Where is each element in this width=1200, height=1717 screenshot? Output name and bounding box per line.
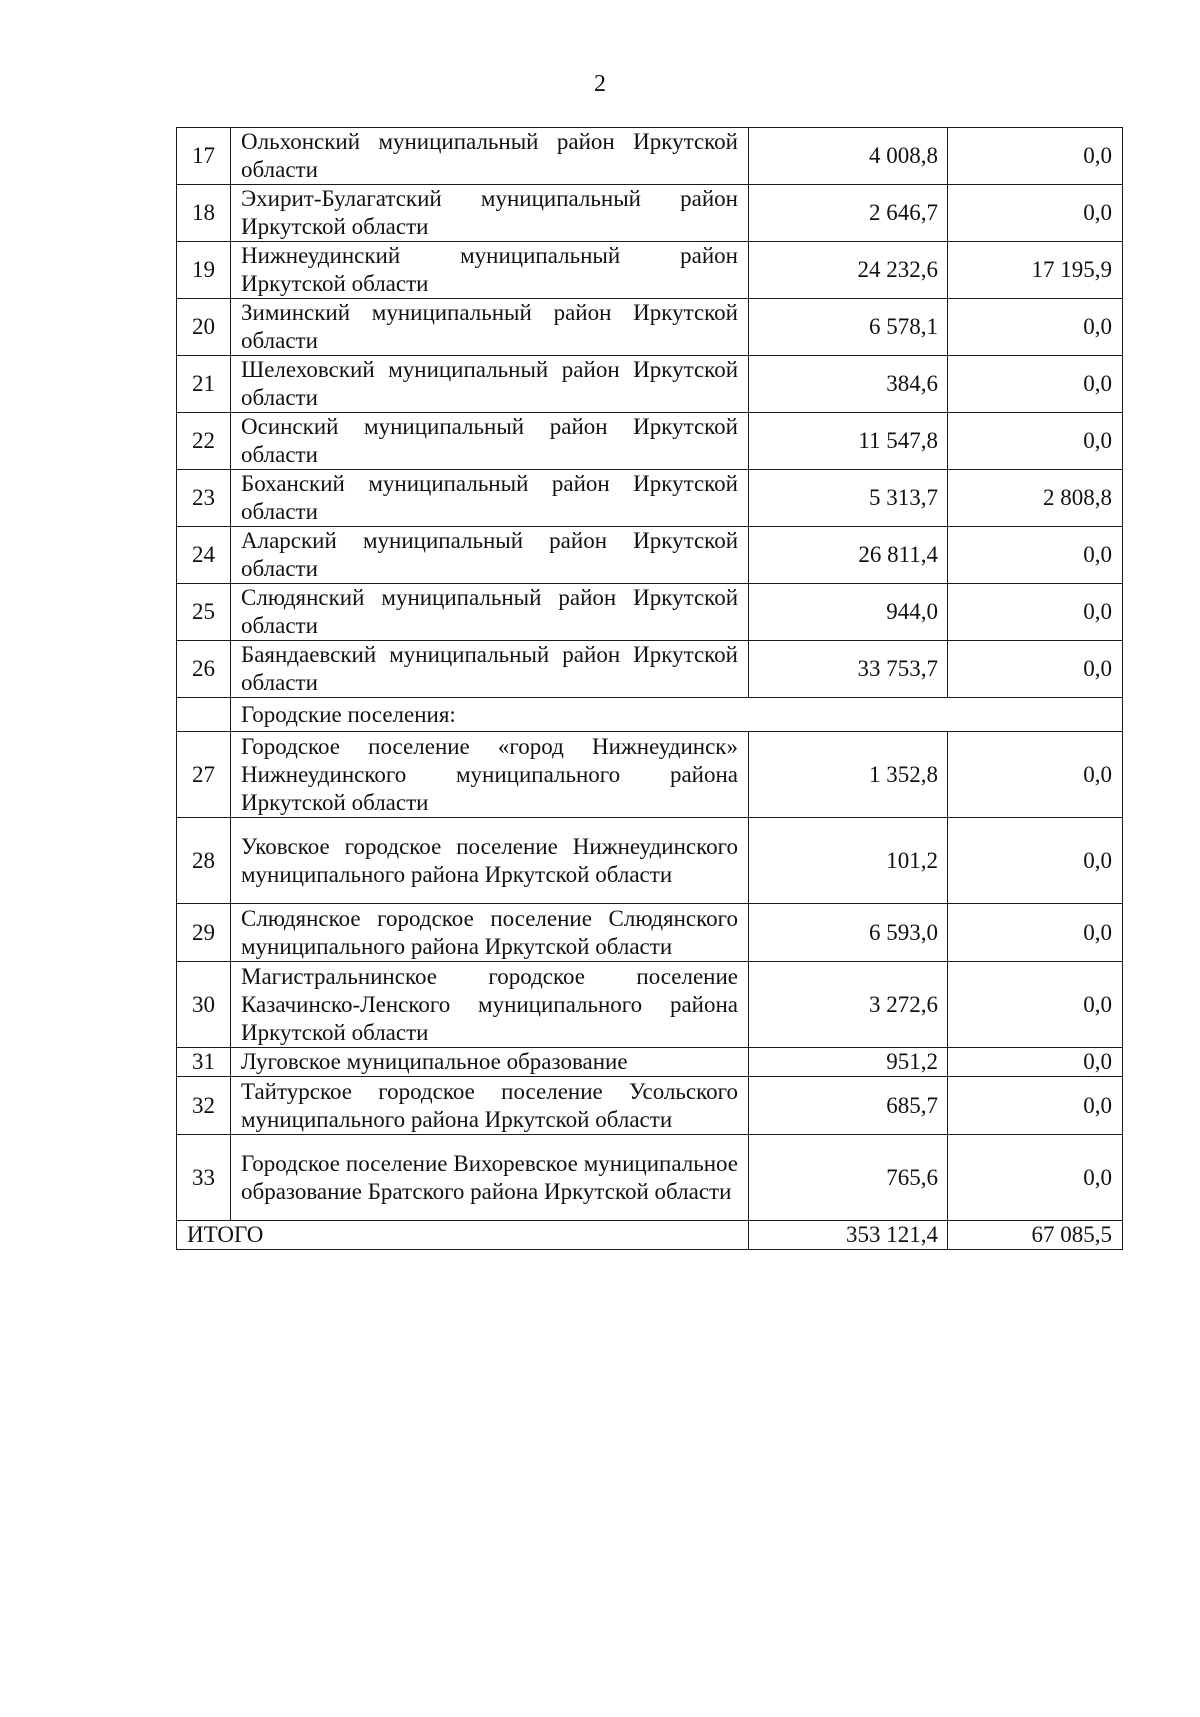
- row-number: 18: [177, 185, 231, 242]
- row-number: 25: [177, 584, 231, 641]
- amount-total: 11 547,8: [749, 413, 948, 470]
- empty-cell: [177, 698, 231, 732]
- amount-total: 24 232,6: [749, 242, 948, 299]
- municipality-name: Баяндаевский муниципальный район Иркутской области: [231, 641, 749, 698]
- municipality-name: Городское поселение Вихоревское муниципальное образование Братского района Иркутской области: [231, 1135, 749, 1221]
- section-heading: Городские поселения:: [231, 698, 1123, 732]
- page-number: 2: [594, 71, 606, 97]
- table-row: [177, 641, 1123, 698]
- municipality-name: Луговское муниципальное образование: [231, 1048, 749, 1077]
- amount-second: 0,0: [948, 356, 1123, 413]
- amount-total: 6 578,1: [749, 299, 948, 356]
- table-row: [177, 962, 1123, 1048]
- municipality-name: Слюдянский муниципальный район Иркутской области: [231, 584, 749, 641]
- amount-total: 2 646,7: [749, 185, 948, 242]
- amount-total: 33 753,7: [749, 641, 948, 698]
- municipality-name: Слюдянское городское поселение Слюдянского муниципального района Иркутской области: [231, 904, 749, 962]
- municipality-name: Аларский муниципальный район Иркутской области: [231, 527, 749, 584]
- municipality-name: Магистральнинское городское поселение Казачинско-Ленского муниципального района Иркутской области: [231, 962, 749, 1048]
- amount-total: 384,6: [749, 356, 948, 413]
- row-number: 23: [177, 470, 231, 527]
- table-row: [177, 527, 1123, 584]
- table-row: [177, 242, 1123, 299]
- table-row: [177, 185, 1123, 242]
- amount-total: 6 593,0: [749, 904, 948, 962]
- table-row: [177, 1077, 1123, 1135]
- total-amount-second: 67 085,5: [948, 1221, 1123, 1250]
- amount-total: 4 008,8: [749, 128, 948, 185]
- municipality-name: Ольхонский муниципальный район Иркутской области: [231, 128, 749, 185]
- amount-second: 0,0: [948, 818, 1123, 904]
- amount-total: 101,2: [749, 818, 948, 904]
- allocation-table: [176, 127, 1123, 1250]
- table-row: [177, 1048, 1123, 1077]
- municipality-name: Зиминский муниципальный район Иркутской области: [231, 299, 749, 356]
- table-row: [177, 584, 1123, 641]
- row-number: 33: [177, 1135, 231, 1221]
- row-number: 27: [177, 732, 231, 818]
- row-number: 20: [177, 299, 231, 356]
- row-number: 17: [177, 128, 231, 185]
- table-row: [177, 413, 1123, 470]
- total-row: [177, 1221, 1123, 1250]
- table-row: [177, 128, 1123, 185]
- municipality-name: Тайтурское городское поселение Усольского муниципального района Иркутской области: [231, 1077, 749, 1135]
- table-row: [177, 299, 1123, 356]
- amount-second: 0,0: [948, 1048, 1123, 1077]
- row-number: 21: [177, 356, 231, 413]
- municipality-name: Эхирит-Булагатский муниципальный район Иркутской области: [231, 185, 749, 242]
- amount-second: 0,0: [948, 128, 1123, 185]
- row-number: 28: [177, 818, 231, 904]
- row-number: 22: [177, 413, 231, 470]
- amount-total: 3 272,6: [749, 962, 948, 1048]
- amount-second: 0,0: [948, 962, 1123, 1048]
- amount-second: 0,0: [948, 527, 1123, 584]
- amount-total: 26 811,4: [749, 527, 948, 584]
- row-number: 29: [177, 904, 231, 962]
- municipality-name: Осинский муниципальный район Иркутской области: [231, 413, 749, 470]
- amount-second: 0,0: [948, 732, 1123, 818]
- section-row: [177, 698, 1123, 732]
- row-number: 19: [177, 242, 231, 299]
- amount-second: 0,0: [948, 584, 1123, 641]
- amount-total: 951,2: [749, 1048, 948, 1077]
- amount-second: 17 195,9: [948, 242, 1123, 299]
- table-row: [177, 470, 1123, 527]
- municipality-name: Городское поселение «город Нижнеудинск» Нижнеудинского муниципального района Иркутской области: [231, 732, 749, 818]
- amount-second: 0,0: [948, 1135, 1123, 1221]
- municipality-name: Боханский муниципальный район Иркутской области: [231, 470, 749, 527]
- amount-second: 0,0: [948, 299, 1123, 356]
- amount-total: 765,6: [749, 1135, 948, 1221]
- row-number: 24: [177, 527, 231, 584]
- table-row: [177, 904, 1123, 962]
- amount-total: 944,0: [749, 584, 948, 641]
- amount-second: 0,0: [948, 904, 1123, 962]
- row-number: 30: [177, 962, 231, 1048]
- table-row: [177, 1135, 1123, 1221]
- municipality-name: Шелеховский муниципальный район Иркутской области: [231, 356, 749, 413]
- total-label: ИТОГО: [177, 1221, 749, 1250]
- amount-second: 0,0: [948, 185, 1123, 242]
- row-number: 26: [177, 641, 231, 698]
- amount-second: 0,0: [948, 1077, 1123, 1135]
- total-amount: 353 121,4: [749, 1221, 948, 1250]
- municipality-name: Уковское городское поселение Нижнеудинского муниципального района Иркутской области: [231, 818, 749, 904]
- row-number: 31: [177, 1048, 231, 1077]
- row-number: 32: [177, 1077, 231, 1135]
- amount-second: 0,0: [948, 641, 1123, 698]
- table-row: [177, 818, 1123, 904]
- table-row: [177, 356, 1123, 413]
- amount-total: 1 352,8: [749, 732, 948, 818]
- amount-second: 2 808,8: [948, 470, 1123, 527]
- amount-total: 5 313,7: [749, 470, 948, 527]
- municipality-name: Нижнеудинский муниципальный район Иркутской области: [231, 242, 749, 299]
- amount-second: 0,0: [948, 413, 1123, 470]
- table-row: [177, 732, 1123, 818]
- amount-total: 685,7: [749, 1077, 948, 1135]
